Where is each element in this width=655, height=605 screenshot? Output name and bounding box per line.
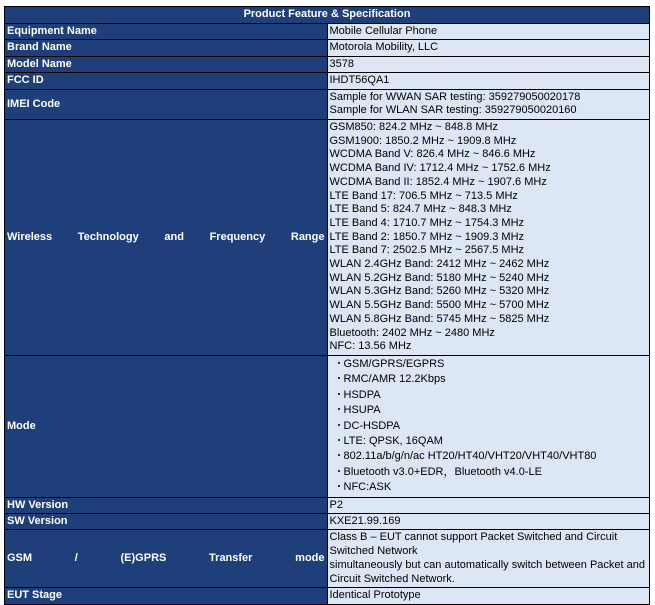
row-wireless — [5, 120, 650, 356]
bullet-icon: ・ — [333, 450, 345, 463]
frequency-line: WLAN 5.3GHz Band: 5260 MHz ~ 5320 MHz — [329, 285, 550, 298]
mode-item — [330, 449, 648, 464]
frequency-line: Bluetooth: 2402 MHz ~ 2480 MHz — [329, 326, 495, 339]
mode-item-text: GSM/GPRS/EGPRS — [343, 357, 445, 370]
row-brand-name — [5, 40, 650, 56]
frequency-line: LTE Band 5: 824.7 MHz ~ 848.3 MHz — [329, 203, 512, 216]
row-hw-version — [5, 497, 650, 513]
frequency-line: LTE Band 2: 1850.7 MHz ~ 1909.3 MHz — [329, 230, 525, 243]
frequency-line: WLAN 5.5GHz Band: 5500 MHz ~ 5700 MHz — [329, 299, 550, 312]
mode-item — [330, 403, 648, 418]
bullet-icon: ・ — [333, 435, 345, 448]
model-name-value: 3578 — [327, 56, 650, 72]
wireless-value — [327, 120, 650, 356]
eut-stage-value: Identical Prototype — [327, 588, 650, 604]
imei-code-value — [327, 89, 650, 119]
frequency-line: LTE Band 17: 706.5 MHz ~ 713.5 MHz — [329, 189, 518, 202]
brand-name-value: Motorola Mobility, LLC — [327, 40, 650, 56]
transfer-mode-line: simultaneously but can automatically switch between Packet and Circuit Switched Network. — [329, 558, 646, 585]
transfer-mode-value — [327, 530, 650, 588]
table-title: Product Feature & Specification — [5, 7, 650, 24]
row-transfer-mode — [5, 530, 650, 588]
sw-version-value: KXE21.99.169 — [327, 514, 650, 530]
bullet-icon: ・ — [333, 388, 345, 401]
transfer-mode-label: GSM / (E)GPRS Transfer mode — [5, 530, 328, 588]
frequency-line: GSM850: 824.2 MHz ~ 848.8 MHz — [329, 121, 498, 134]
frequency-line: WLAN 5.2GHz Band: 5180 MHz ~ 5240 MHz — [329, 271, 550, 284]
mode-item-text: Bluetooth v3.0+EDR，Bluetooth v4.0-LE — [343, 465, 542, 478]
frequency-line: NFC: 13.56 MHz — [329, 340, 412, 353]
mode-item — [330, 480, 648, 495]
spec-sheet — [4, 6, 650, 605]
spec-table — [4, 6, 650, 605]
bullet-icon: ・ — [333, 465, 345, 478]
frequency-line: WCDMA Band IV: 1712.4 MHz ~ 1752.6 MHz — [329, 162, 551, 175]
imei-code-label: IMEI Code — [5, 89, 328, 119]
bullet-icon: ・ — [333, 373, 345, 386]
equipment-name-label: Equipment Name — [5, 24, 328, 40]
sw-version-label: SW Version — [5, 514, 328, 530]
mode-value — [327, 355, 650, 497]
bullet-icon: ・ — [333, 357, 345, 370]
mode-item — [330, 357, 648, 372]
mode-item-text: DC-HSDPA — [343, 419, 401, 432]
transfer-mode-line: Class B – EUT cannot support Packet Switched and Circuit Switched Network — [329, 531, 618, 558]
mode-item-text: RMC/AMR 12.2Kbps — [343, 373, 446, 386]
mode-item-text: HSUPA — [343, 404, 381, 417]
mode-label: Mode — [5, 355, 328, 497]
imei-line: Sample for WLAN SAR testing: 359279050020160 — [329, 104, 577, 117]
mode-item — [330, 388, 648, 403]
mode-item — [330, 465, 648, 480]
equipment-name-value: Mobile Cellular Phone — [327, 24, 650, 40]
row-mode — [5, 355, 650, 497]
hw-version-value: P2 — [327, 497, 650, 513]
fcc-id-label: FCC ID — [5, 73, 328, 89]
model-name-label: Model Name — [5, 56, 328, 72]
brand-name-label: Brand Name — [5, 40, 328, 56]
frequency-line: WLAN 2.4GHz Band: 2412 MHz ~ 2462 MHz — [329, 258, 550, 271]
mode-item-text: HSDPA — [343, 388, 381, 401]
mode-item-text: 802.11a/b/g/n/ac HT20/HT40/VHT20/VHT40/VHT80 — [343, 450, 597, 463]
bullet-icon: ・ — [333, 419, 345, 432]
frequency-line: WCDMA Band V: 826.4 MHz ~ 846.6 MHz — [329, 148, 536, 161]
bullet-icon: ・ — [333, 481, 345, 494]
frequency-line: LTE Band 4: 1710.7 MHz ~ 1754.3 MHz — [329, 216, 525, 229]
mode-item-text: LTE: QPSK, 16QAM — [343, 435, 443, 448]
mode-item — [330, 372, 648, 387]
mode-item — [330, 434, 648, 449]
frequency-line: LTE Band 7: 2502.5 MHz ~ 2567.5 MHz — [329, 244, 525, 257]
eut-stage-label: EUT Stage — [5, 588, 328, 604]
row-fcc-id — [5, 73, 650, 89]
frequency-line: WLAN 5.8GHz Band: 5745 MHz ~ 5825 MHz — [329, 312, 550, 325]
frequency-line: GSM1900: 1850.2 MHz ~ 1909.8 MHz — [329, 134, 517, 147]
imei-line: Sample for WWAN SAR testing: 359279050020178 — [329, 90, 581, 103]
row-sw-version — [5, 514, 650, 530]
hw-version-label: HW Version — [5, 497, 328, 513]
title-row — [5, 7, 650, 24]
mode-item-text: NFC:ASK — [343, 481, 392, 494]
row-eut-stage — [5, 588, 650, 604]
frequency-line: WCDMA Band II: 1852.4 MHz ~ 1907.6 MHz — [329, 175, 547, 188]
mode-item — [330, 419, 648, 434]
row-model-name — [5, 56, 650, 72]
row-imei-code — [5, 89, 650, 119]
bullet-icon: ・ — [333, 404, 345, 417]
wireless-label: Wireless Technology and Frequency Range — [5, 120, 328, 356]
row-equipment-name — [5, 24, 650, 40]
fcc-id-value: IHDT56QA1 — [327, 73, 650, 89]
